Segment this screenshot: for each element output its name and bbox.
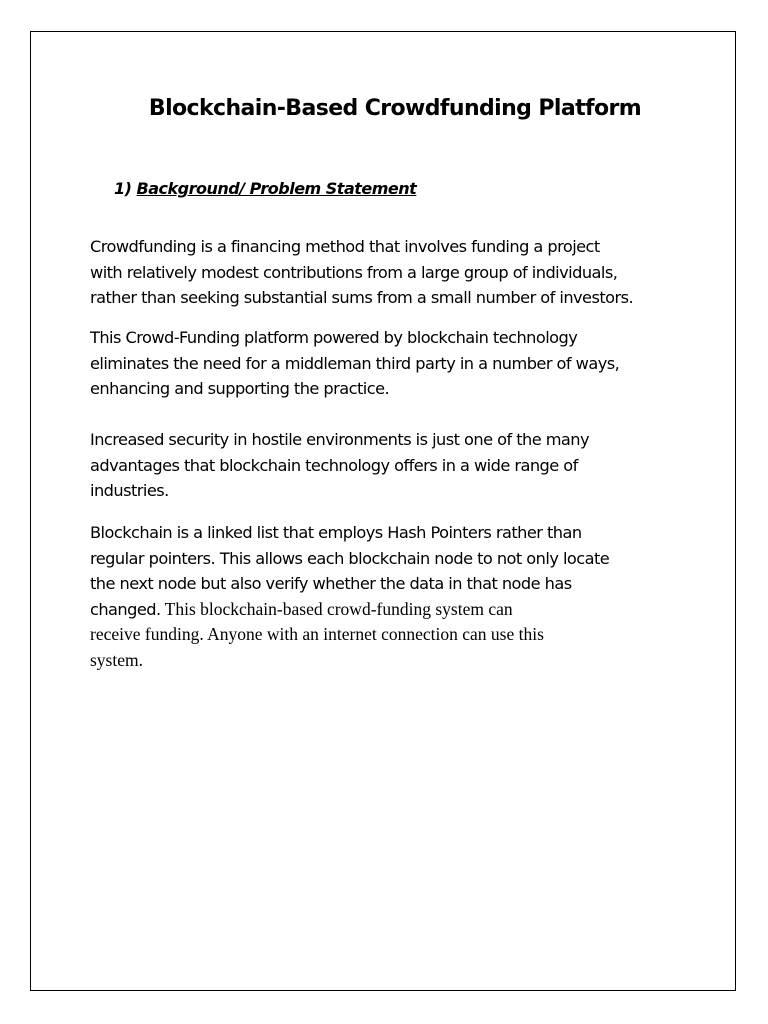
paragraph-line: enhancing and supporting the practice. — [90, 379, 390, 398]
section-number: 1) — [114, 179, 132, 198]
paragraph-platform-overview — [90, 325, 700, 402]
paragraph-line-mixed — [90, 597, 700, 623]
paragraph-line: Crowdfunding is a financing method that involves funding a project — [90, 237, 600, 256]
paragraph-line: with relatively modest contributions from a large group of individuals, — [90, 262, 618, 282]
document-title: Blockchain-Based Crowdfunding Platform — [148, 96, 642, 121]
page-border — [30, 31, 736, 991]
section-heading — [114, 179, 416, 198]
paragraph-line: Increased security in hostile environments is just one of the many — [90, 430, 590, 449]
paragraph-blockchain-explanation — [90, 520, 700, 673]
paragraph-line: industries. — [90, 481, 169, 500]
paragraph-text-serif: This blockchain-based crowd-funding system can — [160, 598, 513, 619]
paragraph-line: This Crowd-Funding platform powered by blockchain technology — [90, 328, 578, 347]
paragraph-line: the next node but also verify whether the data in that node has — [90, 574, 572, 593]
paragraph-line: advantages that blockchain technology offers in a wide range of — [90, 455, 578, 475]
paragraph-line-serif: receive funding. Anyone with an internet connection can use this — [90, 624, 544, 644]
paragraph-line: eliminates the need for a middleman third party in a number of ways, — [90, 353, 620, 373]
paragraph-line-serif: system. — [90, 649, 143, 670]
paragraph-line: regular pointers. This allows each blockchain node to not only locate — [90, 548, 610, 568]
paragraph-security-advantages — [90, 427, 700, 504]
paragraph-line: Blockchain is a linked list that employs Hash Pointers rather than — [90, 523, 582, 542]
paragraph-text-sans: changed. — [90, 599, 161, 619]
paragraph-line: rather than seeking substantial sums from a small number of investors. — [90, 288, 634, 307]
paragraph-crowdfunding-definition — [90, 234, 700, 311]
section-heading-text: Background/ Problem Statement — [136, 179, 417, 198]
